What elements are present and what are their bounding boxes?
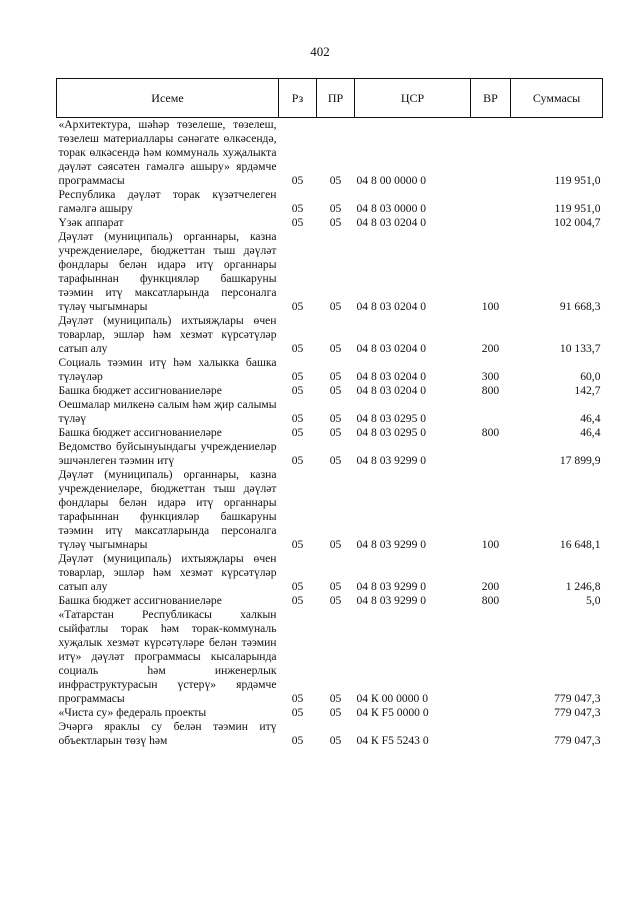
cell-sum: 5,0 [586, 594, 601, 607]
table-row [57, 706, 603, 720]
cell-name: «Татарстан Республикасы халкын сыйфатлы торак һәм торак-коммуналь хуҗалык хезмәт күрсәтүләре белән тәэмин итү» дәүләт программасы кысаларында социаль һәм инженерлык инфраструктурасын үстерү» ярдәмче программасы [58, 608, 277, 705]
cell-vr: 300 [481, 370, 500, 383]
table-row [57, 552, 603, 594]
cell-rz: 05 [291, 580, 304, 593]
cell-csr: 04 8 03 0000 0 [356, 202, 427, 215]
cell-csr: 04 8 03 0204 0 [356, 384, 427, 397]
cell-vr: 800 [481, 384, 500, 397]
cell-csr: 04 8 03 9299 0 [356, 454, 427, 467]
cell-pr: 05 [329, 692, 342, 705]
header-pr: ПР [317, 79, 355, 118]
cell-name: Башка бюджет ассигнованиеләре [58, 384, 222, 397]
table-row [57, 594, 603, 608]
cell-sum: 119 951,0 [554, 202, 601, 215]
cell-rz: 05 [291, 202, 304, 215]
table-row [57, 216, 603, 230]
cell-name: Үзәк аппарат [58, 216, 124, 229]
header-sum: Суммасы [511, 79, 603, 118]
cell-rz: 05 [291, 216, 304, 229]
cell-sum: 102 004,7 [554, 216, 601, 229]
cell-name: Башка бюджет ассигнованиеләре [58, 426, 222, 439]
cell-sum: 17 899,9 [559, 454, 601, 467]
table-row [57, 230, 603, 314]
cell-rz: 05 [291, 594, 304, 607]
cell-vr: 100 [481, 300, 500, 313]
cell-sum: 779 047,3 [554, 692, 601, 705]
cell-sum: 119 951,0 [554, 174, 601, 187]
header-vr: ВР [471, 79, 511, 118]
cell-rz: 05 [291, 734, 304, 747]
cell-pr: 05 [329, 734, 342, 747]
cell-sum: 779 047,3 [554, 706, 601, 719]
table-row [57, 188, 603, 216]
cell-csr: 04 8 00 0000 0 [356, 174, 427, 187]
cell-vr [471, 440, 511, 468]
cell-vr: 200 [481, 342, 500, 355]
cell-rz: 05 [291, 692, 304, 705]
cell-vr [471, 188, 511, 216]
cell-name: Социаль тәэмин итү һәм халыкка башка түләүләр [58, 356, 277, 383]
cell-vr: 200 [481, 580, 500, 593]
table-header-row [57, 79, 603, 118]
cell-sum: 142,7 [574, 384, 601, 397]
table-row [57, 468, 603, 552]
cell-name: Дәүләт (муниципаль) органнары, казна учреждениеләре, бюджеттан тыш дәүләт фондлары белән идарә итү органнары тарафыннан функцияләр башкаруны тәэмин итү максатларында персоналга түләү чыгымнары [58, 468, 277, 551]
cell-pr: 05 [329, 538, 342, 551]
cell-name: Эчәргә яраклы су белән тәэмин итү объектларын төзү һәм [58, 720, 277, 747]
cell-vr: 100 [481, 538, 500, 551]
cell-csr: 04 8 03 0295 0 [356, 426, 427, 439]
page-number: 402 [310, 44, 330, 59]
table-row [57, 118, 603, 189]
cell-name: Республика дәүләт торак күзәтчелеген гамәлгә ашыру [58, 188, 277, 215]
table-row [57, 384, 603, 398]
table-row [57, 356, 603, 384]
cell-pr: 05 [329, 216, 342, 229]
cell-pr: 05 [329, 580, 342, 593]
cell-rz: 05 [291, 412, 304, 425]
cell-csr: 04 К F5 5243 0 [356, 734, 429, 747]
cell-vr [471, 216, 511, 230]
cell-pr: 05 [329, 706, 342, 719]
table-row [57, 440, 603, 468]
cell-name: Башка бюджет ассигнованиеләре [58, 594, 222, 607]
cell-vr [471, 398, 511, 426]
cell-rz: 05 [291, 300, 304, 313]
cell-vr [471, 720, 511, 748]
cell-vr: 800 [481, 594, 500, 607]
cell-csr: 04 8 03 0204 0 [356, 300, 427, 313]
cell-pr: 05 [329, 454, 342, 467]
cell-sum: 16 648,1 [559, 538, 601, 551]
cell-rz: 05 [291, 342, 304, 355]
cell-csr: 04 8 03 0204 0 [356, 370, 427, 383]
cell-csr: 04 8 03 9299 0 [356, 594, 427, 607]
budget-table [56, 78, 603, 748]
cell-vr [471, 118, 511, 189]
cell-pr: 05 [329, 384, 342, 397]
cell-rz: 05 [291, 426, 304, 439]
cell-csr: 04 К 00 0000 0 [356, 692, 428, 705]
table-row [57, 720, 603, 748]
cell-csr: 04 8 03 9299 0 [356, 580, 427, 593]
cell-sum: 46,4 [580, 412, 601, 425]
cell-rz: 05 [291, 174, 304, 187]
cell-pr: 05 [329, 300, 342, 313]
cell-pr: 05 [329, 594, 342, 607]
cell-sum: 60,0 [580, 370, 601, 383]
cell-rz: 05 [291, 370, 304, 383]
cell-rz: 05 [291, 384, 304, 397]
cell-sum: 1 246,8 [565, 580, 601, 593]
cell-name: Дәүләт (муниципаль) органнары, казна учреждениеләре, бюджеттан тыш дәүләт фондлары белән идарә итү органнары тарафыннан функцияләр башкаруны тәэмин итү максатларында персоналга түләү чыгымнары [58, 230, 277, 313]
table-row [57, 426, 603, 440]
cell-name: «Архитектура, шәһәр төзелеше, төзелеш, төзелеш материаллары сәнәгате өлкәсендә, торак өлкәсендә һәм коммуналь хуҗалыкта дәүләт сәясәтен гамәлгә ашыру» ярдәмче программасы [58, 118, 277, 187]
cell-csr: 04 8 03 0204 0 [356, 216, 427, 229]
cell-pr: 05 [329, 426, 342, 439]
cell-csr: 04 8 03 0204 0 [356, 342, 427, 355]
cell-name: Дәүләт (муниципаль) ихтыяҗлары өчен товарлар, эшләр һәм хезмәт күрсәтүләр сатып алу [58, 552, 277, 593]
cell-rz: 05 [291, 706, 304, 719]
cell-vr [471, 706, 511, 720]
cell-pr: 05 [329, 412, 342, 425]
cell-csr: 04 8 03 9299 0 [356, 538, 427, 551]
cell-sum: 91 668,3 [559, 300, 601, 313]
cell-sum: 10 133,7 [559, 342, 601, 355]
cell-rz: 05 [291, 454, 304, 467]
cell-rz: 05 [291, 538, 304, 551]
header-csr: ЦСР [355, 79, 471, 118]
cell-vr [471, 608, 511, 706]
header-rz: Рз [279, 79, 317, 118]
cell-pr: 05 [329, 174, 342, 187]
header-name: Исеме [57, 79, 279, 118]
cell-pr: 05 [329, 370, 342, 383]
cell-name: Ведомство буйсынуындагы учреждениеләр эшчәнлеген тәэмин итү [58, 440, 277, 467]
table-row [57, 608, 603, 706]
cell-pr: 05 [329, 202, 342, 215]
cell-vr: 800 [481, 426, 500, 439]
cell-name: Оешмалар милкенә салым һәм җир салымы түләү [58, 398, 277, 425]
cell-name: «Чиста су» федераль проекты [58, 706, 207, 719]
table-row [57, 398, 603, 426]
cell-name: Дәүләт (муниципаль) ихтыяҗлары өчен товарлар, эшләр һәм хезмәт күрсәтүләр сатып алу [58, 314, 277, 355]
cell-sum: 779 047,3 [554, 734, 601, 747]
table-row [57, 314, 603, 356]
cell-sum: 46,4 [580, 426, 601, 439]
cell-csr: 04 8 03 0295 0 [356, 412, 427, 425]
cell-pr: 05 [329, 342, 342, 355]
cell-csr: 04 К F5 0000 0 [356, 706, 429, 719]
